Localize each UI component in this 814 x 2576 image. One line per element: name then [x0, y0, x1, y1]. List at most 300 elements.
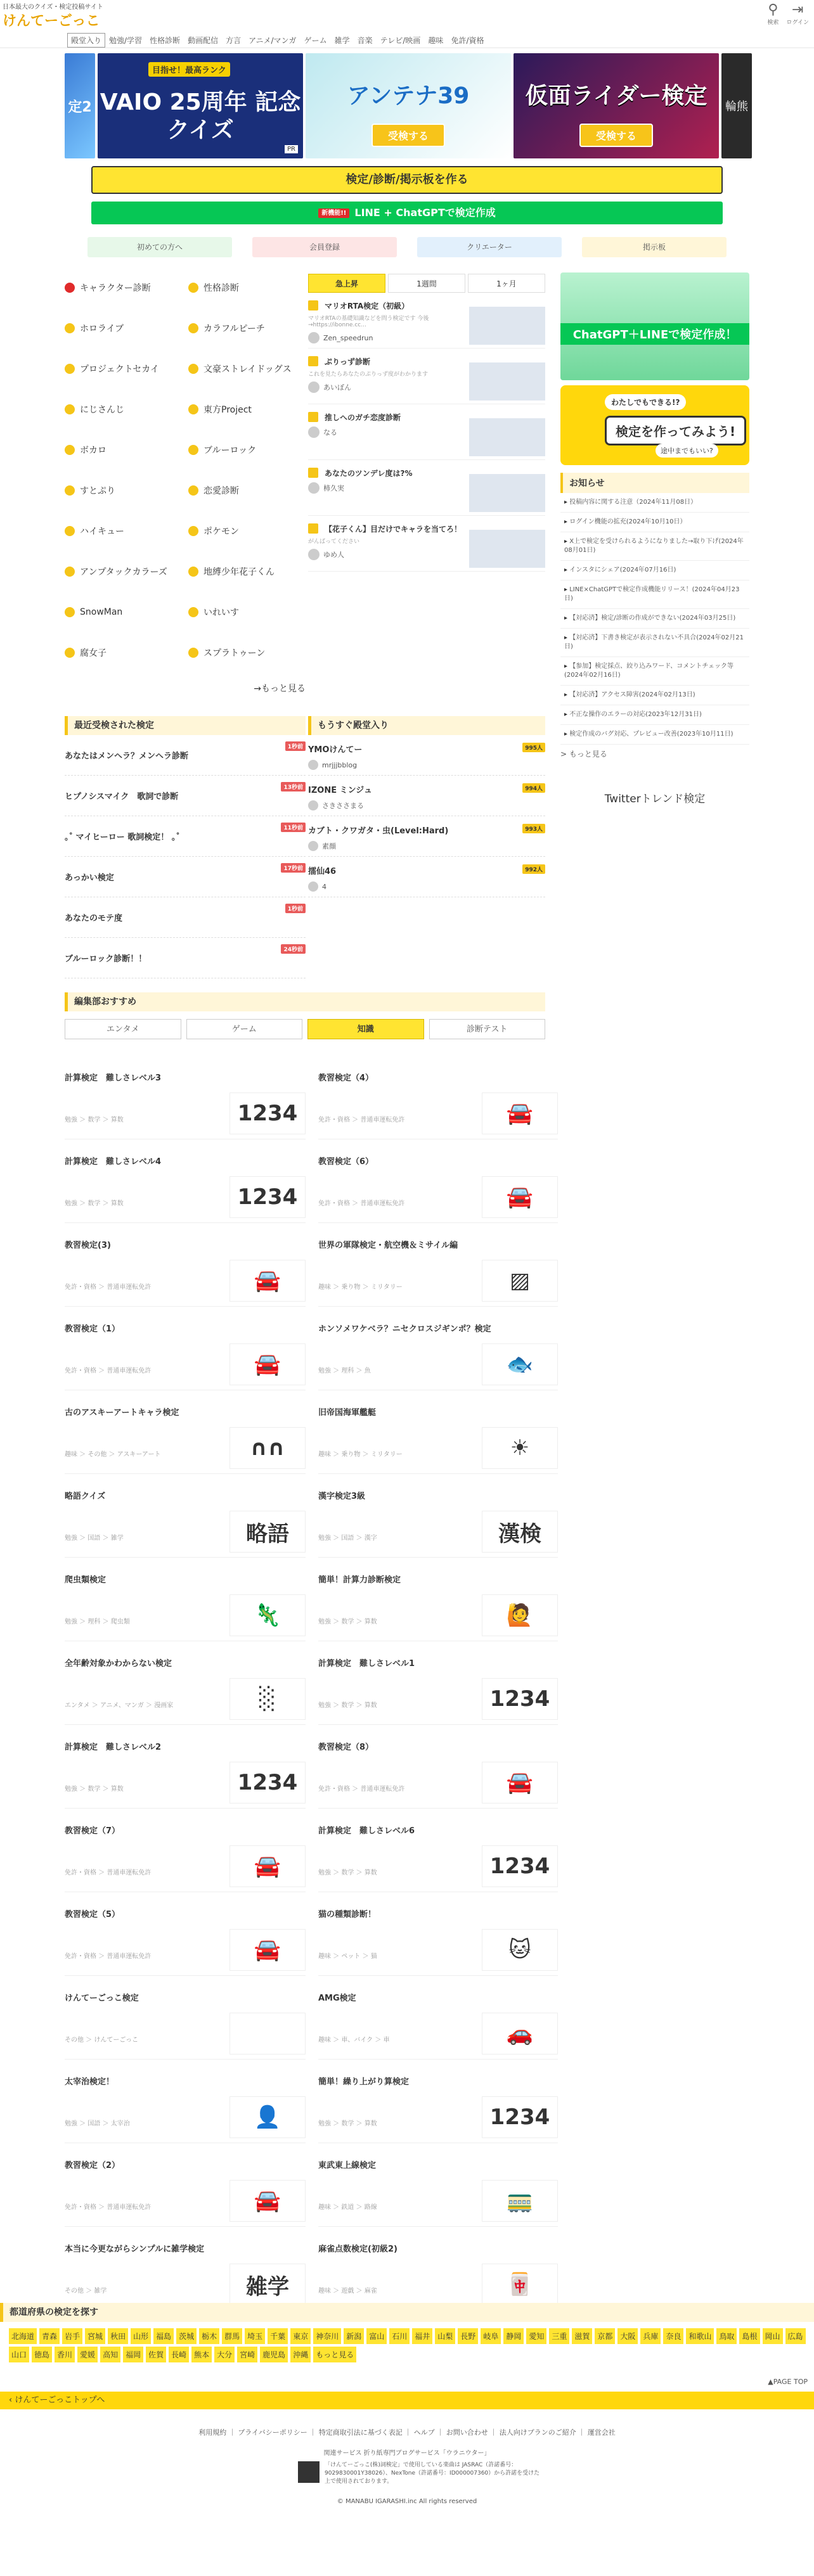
category-icon — [65, 364, 75, 374]
pick-item[interactable] — [65, 1976, 306, 2060]
pick-title: 計算検定 難しさレベル4 — [65, 1157, 162, 1167]
pick-thumbnail: 🚘 — [482, 1176, 558, 1218]
category-link[interactable] — [65, 362, 182, 375]
pick-thumbnail — [229, 2013, 306, 2054]
pick-title: 全年齢対象かわからない検定 — [65, 1659, 172, 1669]
pick-category: 趣味 ＞ その他 ＞ アスキーアート — [65, 1451, 161, 1458]
category-link[interactable] — [65, 322, 182, 335]
soon-quiz-user — [308, 881, 545, 892]
notice-item[interactable]: ▸ 【対応済】アクセス障害(2024年02月13日) — [560, 686, 749, 705]
notice-item[interactable]: ▸ 【対応済】下書き検定が表示されない不具合(2024年02月21日) — [560, 629, 749, 657]
time-badge: 24秒前 — [281, 944, 306, 954]
take-exam-button[interactable]: 受検する — [371, 124, 445, 147]
pick-item[interactable] — [318, 1558, 558, 1641]
pick-item[interactable] — [318, 2060, 558, 2143]
tab-entertainment[interactable]: エンタメ — [65, 1019, 181, 1039]
jasrac-logo-icon — [298, 2461, 320, 2483]
prefecture-link[interactable]: もっと見る — [313, 2347, 356, 2362]
soon-quiz-item[interactable] — [308, 735, 545, 776]
prefecture-link[interactable]: 東京 — [290, 2328, 311, 2344]
pick-title: 計算検定 難しさレベル1 — [318, 1659, 415, 1669]
home-link-bar[interactable] — [0, 2392, 814, 2409]
search-label: 検索 — [767, 20, 779, 26]
take-exam-button[interactable]: 受検する — [579, 124, 653, 147]
pick-item[interactable] — [65, 1892, 306, 1976]
jasrac-text: 「けんてーごっこ(株)詞検定」で使用している楽曲は JASRAC（許諾番号：9029830001Y38026）、NexTone（許諾番号：ID000007360）から許諾を受けた上で使用されております。 — [325, 2462, 540, 2485]
prefecture-link[interactable]: 石川 — [389, 2328, 410, 2344]
editor-picks-heading: 編集部おすすめ — [65, 992, 545, 1011]
time-badge: 13秒前 — [281, 782, 306, 791]
prefecture-link[interactable]: 北海道 — [9, 2328, 37, 2344]
login-button[interactable] — [786, 3, 809, 26]
pick-category: 勉強 ＞ 数学 ＞ 算数 — [65, 1786, 124, 1793]
category-link[interactable] — [65, 281, 182, 294]
category-label: 腐女子 — [80, 648, 107, 658]
pick-item[interactable] — [65, 1474, 306, 1558]
prefecture-link[interactable]: 静岡 — [503, 2328, 524, 2344]
category-link[interactable] — [65, 565, 182, 578]
category-label: 地縛少年花子くん — [204, 567, 275, 577]
pick-thumbnail: 略語 — [229, 1511, 306, 1553]
banner-question: わたしでもできる!? — [605, 394, 686, 410]
pick-thumbnail: 🐱 — [482, 1929, 558, 1971]
soon-quiz-user — [308, 760, 545, 770]
banner-main: 検定を作ってみよう! — [605, 416, 746, 445]
prefecture-link[interactable]: 新潟 — [344, 2328, 364, 2344]
prefecture-link[interactable]: 鳥取 — [716, 2328, 737, 2344]
footer-service[interactable]: 関連サービス 折り紙専門ブログサービス「ウラニウター」 — [323, 2450, 491, 2457]
catnav-item[interactable]: 勉強/学習 — [109, 36, 143, 45]
avatar — [308, 841, 318, 851]
prefecture-link[interactable]: 山口 — [9, 2347, 29, 2362]
soon-quiz-title: IZONE ミンジュ — [308, 786, 373, 795]
pick-title: 教習検定（7） — [65, 1826, 120, 1836]
pick-title: ホンソメワケベラ？ニセクロスジギンポ？検定 — [318, 1324, 491, 1334]
pick-category: 免許・資格 ＞ 普通車運転免許 — [318, 1786, 405, 1793]
prefecture-link[interactable]: 兵庫 — [640, 2328, 661, 2344]
category-label: プロジェクトセカイ — [80, 364, 159, 375]
soon-quiz-item[interactable] — [308, 816, 545, 857]
pick-item[interactable] — [318, 1223, 558, 1307]
notice-list — [560, 493, 749, 745]
prefecture-link[interactable]: 千葉 — [268, 2328, 288, 2344]
login-label: ログイン — [786, 20, 809, 26]
pick-item[interactable] — [318, 1725, 558, 1809]
pick-title: 本当に今更ながらシンプルに雑学検定 — [65, 2245, 205, 2254]
tab-month[interactable]: 1ヶ月 — [468, 274, 545, 293]
pick-title: 簡単！繰り上がり算検定 — [318, 2077, 410, 2087]
pick-item[interactable] — [318, 2143, 558, 2227]
beginners-link[interactable]: 初めての方へ — [87, 237, 232, 257]
soon-heading: もうすぐ殿堂入り — [308, 716, 545, 735]
prefecture-link[interactable]: 京都 — [595, 2328, 615, 2344]
prefecture-link[interactable]: 長崎 — [169, 2347, 189, 2362]
home-link[interactable]: けんてーごっこトップへ — [15, 2395, 105, 2405]
notice-more-link[interactable]: > もっと見る — [560, 750, 607, 759]
avatar — [308, 881, 318, 892]
catnav-item[interactable]: 性格診断 — [150, 36, 181, 45]
notice-item[interactable]: ▸ 【参加】検定採点、絞り込みワード、コメントチェック等(2024年02月16日) — [560, 657, 749, 686]
category-icon — [188, 567, 198, 577]
category-link[interactable] — [65, 646, 182, 659]
notice-item[interactable]: ▸ X上で検定を受けられるようになりました→取り下げ(2024年08月01日) — [560, 532, 749, 561]
recent-quiz-item[interactable] — [65, 897, 306, 938]
category-icon — [65, 567, 75, 577]
ranking-title: 【花子くん】目だけでキャラを当てろ！ — [308, 523, 545, 534]
prefecture-link[interactable]: 高知 — [100, 2347, 120, 2362]
category-link[interactable] — [188, 403, 306, 416]
pick-title: 麻雀点数検定(初級2) — [318, 2245, 397, 2254]
pick-thumbnail: 🚘 — [229, 2180, 306, 2222]
prefecture-link[interactable]: 三重 — [549, 2328, 569, 2344]
pick-category: 勉強 ＞ 国語 ＞ 漢字 — [318, 1535, 377, 1542]
recent-quiz-title: ｡˚ マイヒーロー 歌詞検定！ ｡˚ — [65, 833, 180, 842]
soon-quiz-item[interactable] — [308, 776, 545, 816]
site-header — [0, 0, 814, 33]
catnav-item[interactable]: 趣味 — [428, 36, 444, 45]
prefecture-link[interactable]: 秋田 — [108, 2328, 128, 2344]
pick-title: 漢字検定3級 — [318, 1492, 366, 1501]
pick-item[interactable] — [318, 1976, 558, 2060]
ranking-item[interactable] — [308, 293, 545, 349]
pick-title: 教習検定（5） — [65, 1910, 120, 1919]
username: さきささまる — [322, 802, 364, 810]
prefecture-link[interactable]: 大阪 — [617, 2328, 638, 2344]
category-label: ポケモン — [204, 527, 239, 537]
pick-title: 教習検定（2） — [65, 2161, 120, 2170]
pick-item[interactable] — [65, 2060, 306, 2143]
pick-category: 免許・資格 ＞ 普通車運転免許 — [65, 1284, 152, 1291]
pick-thumbnail: 🙋 — [482, 1594, 558, 1636]
category-link[interactable] — [65, 484, 182, 497]
category-link[interactable] — [188, 444, 306, 456]
pick-category: 免許・資格 ＞ 普通車運転免許 — [65, 1869, 152, 1876]
pick-category: 趣味 ＞ 乗り物 ＞ ミリタリー — [318, 1284, 403, 1291]
category-icon — [65, 648, 75, 658]
carousel-slide-partial-right[interactable]: 輪熊 — [721, 53, 752, 158]
notice-item[interactable]: ▸ 検定作成のバグ対応、プレビュー改善(2023年10月11日) — [560, 725, 749, 745]
pick-title: けんてーごっこ検定 — [65, 1994, 139, 2003]
tab-knowledge[interactable]: 知識 — [307, 1019, 424, 1039]
prefecture-link[interactable]: 岐阜 — [481, 2328, 501, 2344]
pick-item[interactable] — [65, 1725, 306, 1809]
site-logo[interactable] — [3, 10, 100, 30]
pick-item[interactable] — [318, 1892, 558, 1976]
pick-thumbnail: 🚃 — [482, 2180, 558, 2222]
category-link[interactable] — [188, 606, 306, 618]
logo-text: けんてーごっこ — [3, 13, 100, 29]
ranking-thumbnail — [469, 474, 545, 512]
soon-quiz-title: カブト・クワガタ・虫(Level:Hard) — [308, 826, 449, 836]
quick-links — [0, 237, 814, 257]
category-link[interactable] — [188, 525, 306, 537]
category-link[interactable] — [65, 444, 182, 456]
prefecture-link[interactable]: 和歌山 — [686, 2328, 714, 2344]
tab-game[interactable]: ゲーム — [186, 1019, 303, 1039]
recent-quiz-item[interactable] — [65, 776, 306, 816]
pick-thumbnail: 1234 — [482, 2096, 558, 2138]
prefecture-link[interactable]: 福岡 — [123, 2347, 143, 2362]
pick-title: 教習検定(3) — [65, 1241, 111, 1250]
prefecture-link[interactable]: 栃木 — [199, 2328, 219, 2344]
editor-picks-grid — [65, 1056, 558, 2310]
prefecture-link[interactable]: 徳島 — [32, 2347, 52, 2362]
recent-quiz-item[interactable] — [65, 816, 306, 857]
avatar — [308, 482, 320, 494]
register-link[interactable]: 会員登録 — [252, 237, 397, 257]
copyright: © MANABU IGARASHI.inc All rights reserved — [337, 2498, 477, 2505]
prefecture-link[interactable]: 福井 — [412, 2328, 432, 2344]
category-label: ボカロ — [80, 445, 107, 456]
prefecture-link[interactable]: 沖縄 — [290, 2347, 311, 2362]
pick-title: 教習検定（4） — [318, 1073, 374, 1083]
prefecture-link[interactable]: 愛媛 — [77, 2347, 98, 2362]
pick-category: 勉強 ＞ 理科 ＞ 爬虫類 — [65, 1618, 130, 1625]
prefecture-link[interactable]: 群馬 — [222, 2328, 242, 2344]
pick-title: 東武東上線検定 — [318, 2161, 377, 2170]
category-icon — [65, 283, 75, 293]
pick-thumbnail: 🚘 — [229, 1929, 306, 1971]
catnav-item[interactable]: 免許/資格 — [451, 36, 484, 45]
notice-item[interactable]: ▸ 投稿内容に関する注意（2024年11月08日） — [560, 493, 749, 513]
category-label: カラフルピーチ — [204, 324, 265, 334]
pick-category: 勉強 ＞ 数学 ＞ 算数 — [318, 2120, 377, 2127]
notice-item[interactable]: ▸ 不正な操作のエラーの対応(2023年12月31日) — [560, 705, 749, 725]
creator-link[interactable]: クリエーター — [417, 237, 562, 257]
prefecture-link[interactable]: 富山 — [366, 2328, 387, 2344]
prefecture-link[interactable]: 佐賀 — [146, 2347, 166, 2362]
prefecture-link[interactable]: 長野 — [458, 2328, 478, 2344]
pick-item[interactable] — [65, 1558, 306, 1641]
catnav-item[interactable]: 動画配信 — [188, 36, 219, 45]
category-icon — [65, 323, 75, 333]
category-icon — [188, 607, 198, 617]
prefecture-link[interactable]: 山梨 — [435, 2328, 455, 2344]
avatar — [308, 426, 320, 438]
category-label: ホロライブ — [80, 324, 124, 334]
prefecture-link[interactable]: 滋賀 — [572, 2328, 592, 2344]
carousel-slide-partial-left[interactable]: 定2 — [65, 53, 95, 158]
banner-sub: 途中までもいい? — [656, 444, 718, 458]
pick-item[interactable] — [65, 2143, 306, 2227]
carousel-badge: 目指せ！最高ランク — [148, 62, 230, 77]
page-top-link[interactable]: ▲PAGE TOP — [768, 2378, 808, 2386]
catnav-item[interactable]: 方言 — [226, 36, 242, 45]
pick-title: 太宰治検定！ — [65, 2077, 115, 2087]
pick-item[interactable] — [65, 1809, 306, 1892]
pick-item[interactable] — [65, 1056, 306, 1139]
catnav-item[interactable]: 雑学 — [334, 36, 350, 45]
prefecture-link[interactable]: 愛知 — [526, 2328, 546, 2344]
soon-quiz-title: 擂仙46 — [308, 867, 337, 876]
prefecture-link[interactable]: 広島 — [785, 2328, 806, 2344]
pick-title: 略語クイズ — [65, 1492, 106, 1501]
prefecture-link[interactable]: 岩手 — [62, 2328, 82, 2344]
pick-item[interactable] — [318, 1056, 558, 1139]
ranking-item[interactable] — [308, 516, 545, 572]
category-label: 恋愛診断 — [204, 486, 239, 496]
prefecture-section — [0, 2303, 814, 2362]
pr-label: PR — [285, 145, 298, 153]
category-label: キャラクター診断 — [80, 283, 151, 293]
footer-links[interactable]: 利用規約 ｜ プライバシーポリシー ｜ 特定商取引法に基づく表記 ｜ ヘルプ ｜ お問い合わせ ｜ 法人向けプランのご紹介 ｜ 運営会社 — [198, 2428, 616, 2437]
recent-quiz-item[interactable] — [65, 735, 306, 776]
category-icon — [188, 323, 198, 333]
search-button[interactable] — [767, 3, 778, 26]
pick-category: 趣味 ＞ 鉄道 ＞ 路線 — [318, 2204, 377, 2211]
soon-panel — [308, 716, 545, 897]
pick-thumbnail: 🚘 — [482, 1093, 558, 1134]
notice-item[interactable]: ▸ LINE×ChatGPTで検定作成機能リリース！(2024年04月23日) — [560, 580, 749, 609]
catnav-item[interactable]: ゲーム — [304, 36, 327, 45]
catnav-item[interactable]: 音楽 — [357, 36, 373, 45]
ranking-title: マリオRTA検定（初級） — [308, 300, 545, 311]
category-icon — [188, 648, 198, 658]
catnav-item[interactable]: 殿堂入り — [67, 33, 105, 48]
category-link[interactable] — [188, 281, 306, 294]
pick-item[interactable] — [65, 2227, 306, 2310]
category-link[interactable] — [65, 606, 182, 618]
recent-quiz-item[interactable] — [65, 938, 306, 978]
carousel-slide-kamen-rider[interactable] — [514, 53, 719, 158]
carousel-title: VAIO 25周年 記念クイズ — [100, 89, 301, 143]
pick-title: 教習検定（8） — [318, 1743, 374, 1752]
prefecture-link[interactable]: 島根 — [739, 2328, 759, 2344]
category-link[interactable] — [65, 403, 182, 416]
soon-quiz-title: YMOけんてー — [308, 745, 363, 755]
make-quiz-banner[interactable] — [560, 385, 749, 465]
category-label: いれいす — [204, 608, 239, 618]
username: 4 — [322, 882, 326, 891]
pick-title: 世界の軍隊検定・航空機＆ミサイル編 — [318, 1241, 458, 1250]
pick-item[interactable] — [318, 1390, 558, 1474]
category-icon — [188, 526, 198, 536]
pick-category: 勉強 ＞ 数学 ＞ 算数 — [318, 1702, 377, 1709]
pick-thumbnail: ▨ — [482, 1260, 558, 1302]
pick-category: 勉強 ＞ 数学 ＞ 算数 — [65, 1117, 124, 1124]
ranking-thumbnail — [469, 307, 545, 345]
time-badge: 1秒前 — [285, 741, 306, 751]
pick-title: 簡単！計算力診断検定 — [318, 1575, 401, 1585]
recent-quiz-title: あっかい検定 — [65, 873, 114, 883]
category-label: すとぷり — [80, 486, 115, 496]
search-icon: ⚲ — [768, 2, 778, 18]
pick-item[interactable] — [318, 2227, 558, 2310]
time-badge: 1秒前 — [285, 904, 306, 913]
category-list — [65, 274, 306, 695]
category-label: にじさんじ — [80, 405, 124, 415]
prefecture-link[interactable]: 山形 — [131, 2328, 151, 2344]
create-quiz-button[interactable]: 検定/診断/掲示板を作る — [91, 166, 723, 194]
category-link[interactable] — [188, 362, 306, 375]
pick-item[interactable] — [65, 1307, 306, 1390]
ranking-panel — [308, 274, 545, 572]
recent-quiz-item[interactable] — [65, 857, 306, 897]
avatar — [308, 800, 318, 811]
ranking-item[interactable] — [308, 404, 545, 460]
pick-item[interactable] — [318, 1641, 558, 1725]
prefecture-link[interactable]: 熊本 — [191, 2347, 212, 2362]
carousel-slide-vaio[interactable] — [98, 53, 303, 158]
prefecture-link[interactable]: 神奈川 — [313, 2328, 341, 2344]
pick-item[interactable] — [65, 1390, 306, 1474]
category-icon — [188, 445, 198, 455]
board-link[interactable]: 掲示板 — [582, 237, 727, 257]
tab-trending[interactable]: 急上昇 — [308, 274, 385, 293]
pick-item[interactable] — [318, 1809, 558, 1892]
catnav-item[interactable]: アニメ/マンガ — [249, 36, 297, 45]
pick-thumbnail: 🚘 — [482, 1762, 558, 1804]
category-label: ブルーロック — [204, 445, 257, 456]
prefecture-link[interactable]: 宮城 — [85, 2328, 105, 2344]
notice-item[interactable]: ▸ 【対応済】検定/診断の作成ができない(2024年03月25日) — [560, 609, 749, 629]
prefecture-link[interactable]: 香川 — [55, 2347, 75, 2362]
pick-item[interactable] — [65, 1641, 306, 1725]
category-label: スプラトゥーン — [204, 648, 266, 658]
prefecture-link[interactable]: 鹿児島 — [260, 2347, 288, 2362]
pick-thumbnail: 1234 — [229, 1762, 306, 1804]
prefecture-link[interactable]: 福島 — [153, 2328, 174, 2344]
tab-week[interactable]: 1週間 — [388, 274, 465, 293]
chevron-left-icon: ‹ — [9, 2395, 15, 2405]
prefecture-link[interactable]: 宮崎 — [237, 2347, 257, 2362]
prefecture-link[interactable]: 青森 — [39, 2328, 60, 2344]
prefecture-link[interactable]: 埼玉 — [245, 2328, 265, 2344]
new-badge: 新機能!! — [318, 208, 349, 218]
ranking-title: あなたのツンデレ度は?% — [308, 468, 545, 478]
ranking-item[interactable] — [308, 460, 545, 516]
category-link[interactable] — [188, 646, 306, 659]
sidebar — [560, 272, 749, 805]
ranking-item[interactable] — [308, 349, 545, 404]
prefecture-link[interactable]: 奈良 — [663, 2328, 683, 2344]
category-icon — [188, 404, 198, 414]
prefecture-link[interactable]: 岡山 — [763, 2328, 783, 2344]
line-chatgpt-banner[interactable] — [560, 272, 749, 380]
catnav-item[interactable]: テレビ/映画 — [380, 36, 421, 45]
username: ゆめ人 — [323, 551, 344, 559]
category-link[interactable] — [65, 525, 182, 537]
username: あいぼん — [323, 383, 351, 392]
soon-quiz-item[interactable] — [308, 857, 545, 897]
category-link[interactable] — [188, 484, 306, 497]
notice-item[interactable]: ▸ ログイン機能の拡充(2024年10月10日） — [560, 513, 749, 532]
pick-item[interactable] — [318, 1474, 558, 1558]
twitter-trend-heading[interactable]: Twitterトレンド検定 — [604, 793, 706, 805]
pick-item[interactable] — [318, 1139, 558, 1223]
category-link[interactable] — [188, 322, 306, 335]
category-label: 性格診断 — [204, 283, 239, 293]
carousel-slide-antenna[interactable] — [306, 53, 511, 158]
recent-quiz-title: あなたのモテ度 — [65, 914, 123, 923]
pick-category: その他 ＞ けんてーごっこ — [65, 2037, 139, 2044]
tab-diagnosis[interactable]: 診断テスト — [429, 1019, 546, 1039]
category-link[interactable] — [188, 565, 306, 578]
prefecture-link[interactable]: 大分 — [214, 2347, 235, 2362]
pick-category: 勉強 ＞ 数学 ＞ 算数 — [318, 1618, 377, 1625]
more-categories-link[interactable]: →もっと見る — [254, 684, 306, 694]
pick-item[interactable] — [65, 1139, 306, 1223]
prefecture-link[interactable]: 茨城 — [176, 2328, 197, 2344]
pick-thumbnail: 🚘 — [229, 1343, 306, 1385]
pick-item[interactable] — [318, 1307, 558, 1390]
pick-thumbnail: ∩∩ — [229, 1427, 306, 1469]
notice-item[interactable]: ▸ インスタにシェア(2024年07月16日) — [560, 561, 749, 580]
recent-quiz-title: ヒプノシスマイク 歌詞で診断 — [65, 792, 179, 802]
pick-category: 免許・資格 ＞ 普通車運転免許 — [318, 1117, 405, 1124]
line-chatgpt-button[interactable] — [91, 202, 723, 224]
pick-item[interactable] — [65, 1223, 306, 1307]
